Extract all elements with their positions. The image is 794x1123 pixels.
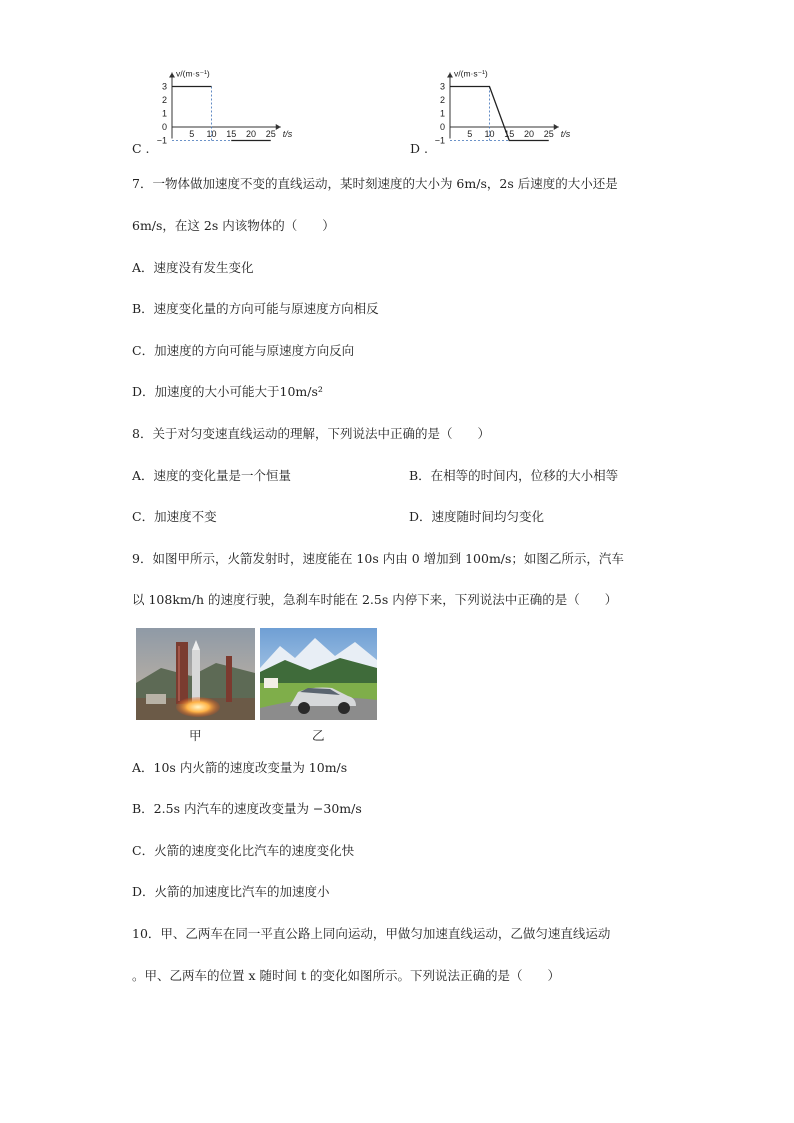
- x-axis-label: t/s: [282, 129, 293, 139]
- y-tick-label: 2: [439, 95, 445, 105]
- x-tick-label: 10: [206, 129, 217, 139]
- q9-option-d: D．火箭的加速度比汽车的加速度小: [132, 884, 330, 899]
- q10-stem-line1: 10．甲、乙两车在同一平直公路上同向运动，甲做匀加速直线运动，乙做匀速直线运动: [132, 926, 611, 941]
- x-tick-label: 20: [245, 129, 257, 139]
- option-d-label: D .: [410, 141, 428, 156]
- y-tick-label: 2: [161, 95, 167, 105]
- q8-option-d: D．速度随时间均匀变化: [409, 509, 545, 524]
- x-tick-label: 15: [226, 129, 237, 139]
- q7-option-a: A．速度没有发生变化: [132, 260, 254, 275]
- x-tick-label: 5: [467, 129, 473, 139]
- y-tick-label: 0: [439, 122, 445, 132]
- y-axis-arrow: [169, 73, 175, 78]
- q8-option-b: B．在相等的时间内，位移的大小相等: [409, 468, 619, 483]
- q8-option-a: A．速度的变化量是一个恒量: [132, 468, 292, 483]
- y-axis-label: v/(m·s⁻¹): [454, 68, 488, 79]
- q7-option-c: C．加速度的方向可能与原速度方向反向: [132, 343, 355, 358]
- q10-stem-line2: 。甲、乙两车的位置 x 随时间 t 的变化如图所示。下列说法正确的是（ ）: [132, 968, 560, 983]
- x-tick-label: 5: [189, 129, 195, 139]
- x-axis-arrow: [276, 124, 281, 130]
- q9-option-c: C．火箭的速度变化比汽车的速度变化快: [132, 843, 355, 858]
- q9-option-b: B．2.5s 内汽车的速度改变量为 −30m/s: [132, 801, 362, 816]
- y-tick-label: 1: [439, 108, 445, 119]
- y-axis-arrow: [447, 73, 453, 78]
- q8-stem: 8．关于对匀变速直线运动的理解，下列说法中正确的是（ ）: [132, 426, 490, 441]
- q9-stem-line1: 9．如图甲所示，火箭发射时，速度能在 10s 内由 0 增加到 100m/s；如图乙所示，汽车: [132, 551, 624, 566]
- q7-stem-line2: 6m/s，在这 2s 内该物体的（ ）: [132, 218, 335, 233]
- x-tick-label: 20: [523, 129, 535, 139]
- y-tick-label: 0: [161, 122, 167, 132]
- caption-yi: 乙: [312, 728, 325, 743]
- q7-stem-line1: 7．一物体做加速度不变的直线运动，某时刻速度的大小为 6m/s，2s 后速度的大小还是: [132, 176, 618, 191]
- y-tick-label: −1: [434, 135, 445, 146]
- x-tick-label: 25: [265, 129, 276, 139]
- q9-option-a: A．10s 内火箭的速度改变量为 10m/s: [132, 760, 348, 775]
- option-c-label: C .: [132, 141, 150, 156]
- q8-option-c: C．加速度不变: [132, 509, 217, 524]
- y-tick-label: 3: [439, 81, 445, 92]
- q9-stem-line2: 以 108km/h 的速度行驶，急刹车时能在 2.5s 内停下来，下列说法中正确的是（ ）: [132, 592, 618, 607]
- x-axis-label: t/s: [560, 129, 571, 139]
- y-tick-label: 1: [161, 108, 167, 119]
- x-axis-arrow: [554, 124, 559, 130]
- y-tick-label: −1: [156, 135, 167, 146]
- caption-jia: 甲: [189, 728, 202, 743]
- x-tick-label: 10: [484, 129, 495, 139]
- graph-d-velocity-time: [428, 60, 588, 160]
- y-axis-label: v/(m·s⁻¹): [176, 68, 210, 79]
- q7-option-b: B．速度变化量的方向可能与原速度方向相反: [132, 301, 379, 316]
- y-tick-label: 3: [161, 81, 167, 92]
- x-tick-label: 15: [504, 129, 515, 139]
- graph-c-velocity-time: [150, 60, 310, 160]
- q7-option-d: D．加速度的大小可能大于10m/s²: [132, 384, 323, 399]
- x-tick-label: 25: [543, 129, 554, 139]
- car-photo: [260, 628, 377, 720]
- rocket-launch-photo: [136, 628, 255, 720]
